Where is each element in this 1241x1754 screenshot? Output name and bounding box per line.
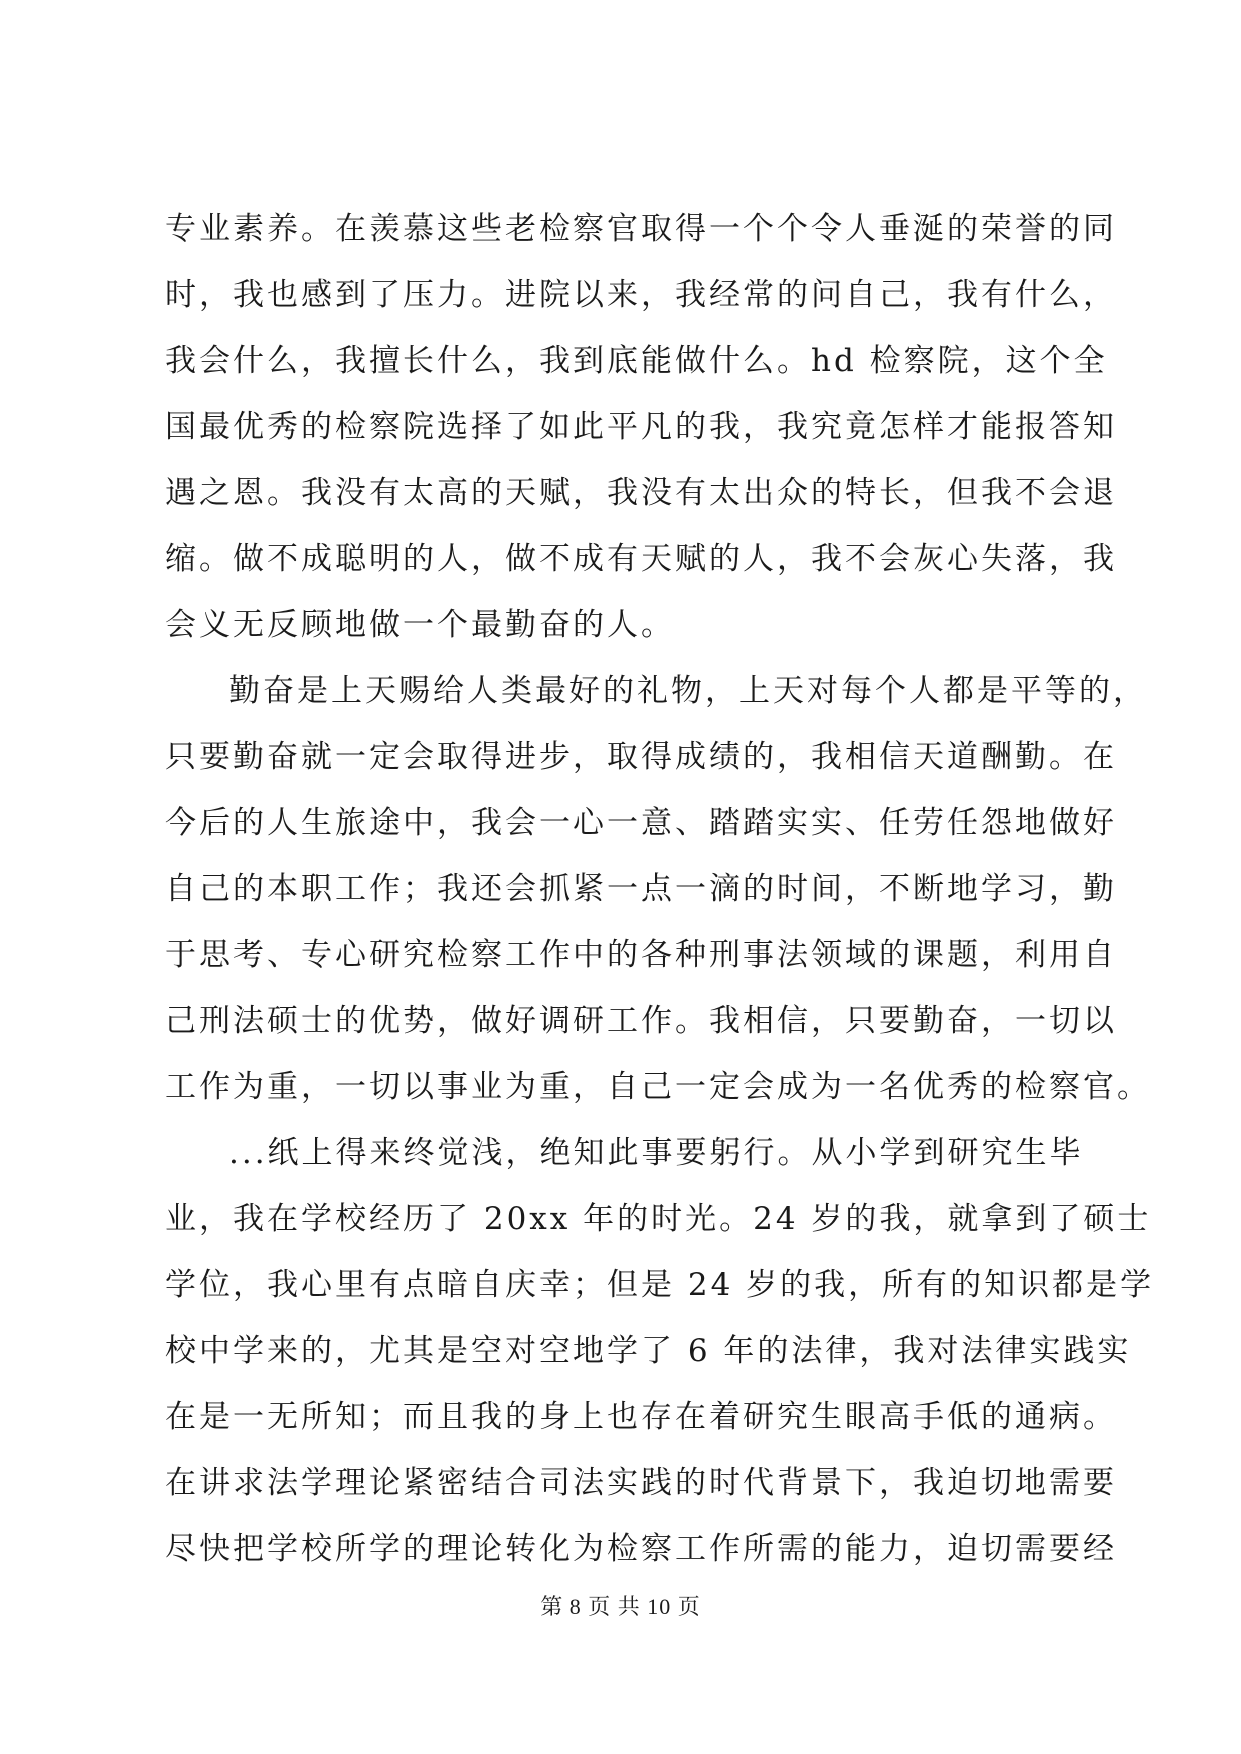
text-line: 工作为重，一切以事业为重，自己一定会成为一名优秀的检察官。 <box>165 1069 1151 1105</box>
text-line: 今后的人生旅途中，我会一心一意、踏踏实实、任劳任怨地做好 <box>165 805 1117 841</box>
text-line: 只要勤奋就一定会取得进步，取得成绩的，我相信天道酬勤。在 <box>165 739 1117 775</box>
text-line: 己刑法硕士的优势，做好调研工作。我相信，只要勤奋，一切以 <box>165 1003 1117 1039</box>
text-line: 专业素养。在羡慕这些老检察官取得一个个令人垂涎的荣誉的同 <box>165 211 1117 247</box>
text-line: 学位，我心里有点暗自庆幸；但是 24 岁的我，所有的知识都是学 <box>165 1267 1155 1303</box>
text-line: 尽快把学校所学的理论转化为检察工作所需的能力，迫切需要经 <box>165 1531 1117 1567</box>
text-line: 遇之恩。我没有太高的天赋，我没有太出众的特长，但我不会退 <box>165 475 1117 511</box>
page-number-label: 第 8 页 共 10 页 <box>540 1594 701 1619</box>
text-line: 在是一无所知；而且我的身上也存在着研究生眼高手低的通病。 <box>165 1399 1117 1435</box>
text-line: 在讲求法学理论紧密结合司法实践的时代背景下，我迫切地需要 <box>165 1465 1117 1501</box>
text-line: 我会什么，我擅长什么，我到底能做什么。hd 检察院，这个全 <box>165 343 1108 379</box>
text-line: 业，我在学校经历了 20xx 年的时光。24 岁的我，就拿到了硕士 <box>165 1201 1152 1237</box>
document-body <box>165 196 1155 1582</box>
paragraph-first-line: ...纸上得来终觉浅，绝知此事要躬行。从小学到研究生毕 <box>229 1135 1084 1171</box>
text-line: 会义无反顾地做一个最勤奋的人。 <box>165 607 675 643</box>
text-line: 校中学来的，尤其是空对空地学了 6 年的法律，我对法律实践实 <box>165 1333 1132 1369</box>
text-line: 于思考、专心研究检察工作中的各种刑事法领域的课题，利用自 <box>165 937 1117 973</box>
paragraph-first-line: 勤奋是上天赐给人类最好的礼物，上天对每个人都是平等的， <box>229 673 1147 709</box>
text-line: 缩。做不成聪明的人，做不成有天赋的人，我不会灰心失落，我 <box>165 541 1117 577</box>
text-line: 时，我也感到了压力。进院以来，我经常的问自己，我有什么， <box>165 277 1117 313</box>
page-footer <box>0 1590 1241 1621</box>
text-line: 自己的本职工作；我还会抓紧一点一滴的时间，不断地学习，勤 <box>165 871 1117 907</box>
text-line: 国最优秀的检察院选择了如此平凡的我，我究竟怎样才能报答知 <box>165 409 1117 445</box>
